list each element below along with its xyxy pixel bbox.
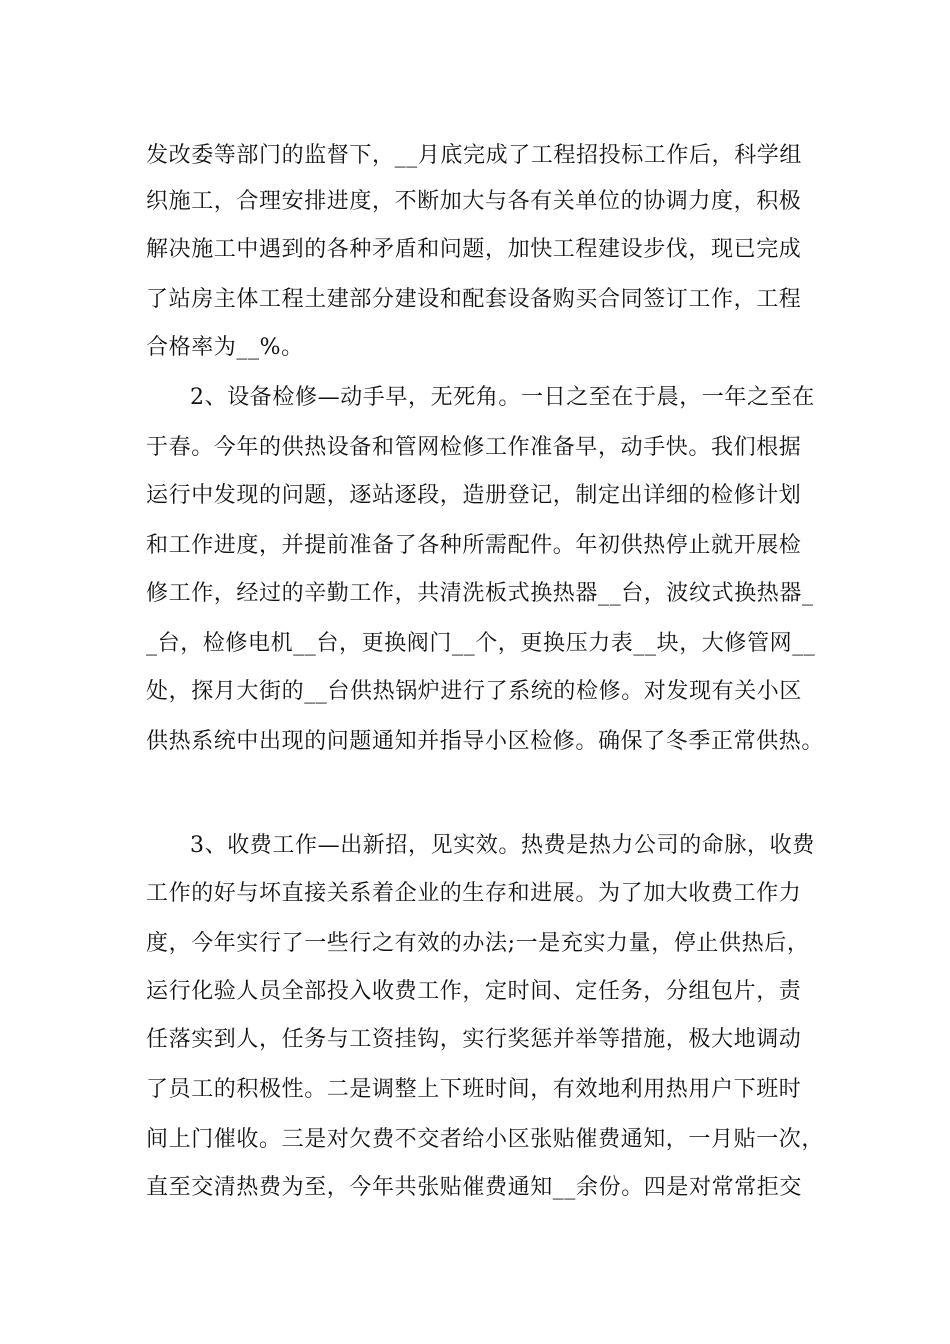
text-line: 直至交清热费为至，今年共张贴催费通知__余份。四是对常常拒交 (146, 1175, 803, 1200)
paragraph-3-first-line: 3、收费工作—出新招，见实效。热费是热力公司的命脉，收费 (190, 833, 815, 858)
text-line: 合格率为__%。 (146, 335, 304, 360)
text-line: 间上门催收。三是对欠费不交者给小区张贴催费通知，一月贴一次， (146, 1127, 825, 1152)
text-line: _台，检修电机__台，更换阀门__个，更换压力表__块，大修管网__ (146, 631, 816, 656)
text-line: 织施工，合理安排进度，不断加大与各有关单位的协调力度，积极 (146, 189, 802, 214)
text-line: 供热系统中出现的问题通知并指导小区检修。确保了冬季正常供热。 (146, 729, 825, 754)
paragraph-2-first-line: 2、设备检修—动手早，无死角。一日之至在于晨，一年之至在 (190, 385, 815, 410)
text-line: 了站房主体工程土建部分建设和配套设备购买合同签订工作，工程 (146, 287, 802, 312)
text-line: 处，探月大街的__台供热锅炉进行了系统的检修。对发现有关小区 (146, 679, 803, 704)
text-line: 和工作进度，并提前准备了各种所需配件。年初供热停止就开展检 (146, 533, 802, 558)
text-line: 修工作，经过的辛勤工作，共清洗板式换热器__台，波纹式换热器_ (146, 581, 814, 606)
text-line: 运行化验人员全部投入收费工作，定时间、定任务，分组包片，责 (146, 979, 802, 1004)
text-line: 解决施工中遇到的各种矛盾和问题，加快工程建设步伐，现已完成 (146, 237, 802, 262)
text-line: 度，今年实行了一些行之有效的办法;一是充实力量，停止供热后， (146, 931, 810, 956)
text-line: 工作的好与坏直接关系着企业的生存和进展。为了加大收费工作力 (146, 881, 802, 906)
text-line: 任落实到人，任务与工资挂钩，实行奖惩并举等措施，极大地调动 (146, 1027, 802, 1052)
text-line: 于春。今年的供热设备和管网检修工作准备早，动手快。我们根据 (146, 435, 802, 460)
text-line: 了员工的积极性。二是调整上下班时间，有效地利用热用户下班时 (146, 1077, 802, 1102)
text-line: 运行中发现的问题，逐站逐段，造册登记，制定出详细的检修计划 (146, 483, 802, 508)
text-line: 发改委等部门的监督下，__月底完成了工程招投标工作后，科学组 (146, 143, 803, 168)
